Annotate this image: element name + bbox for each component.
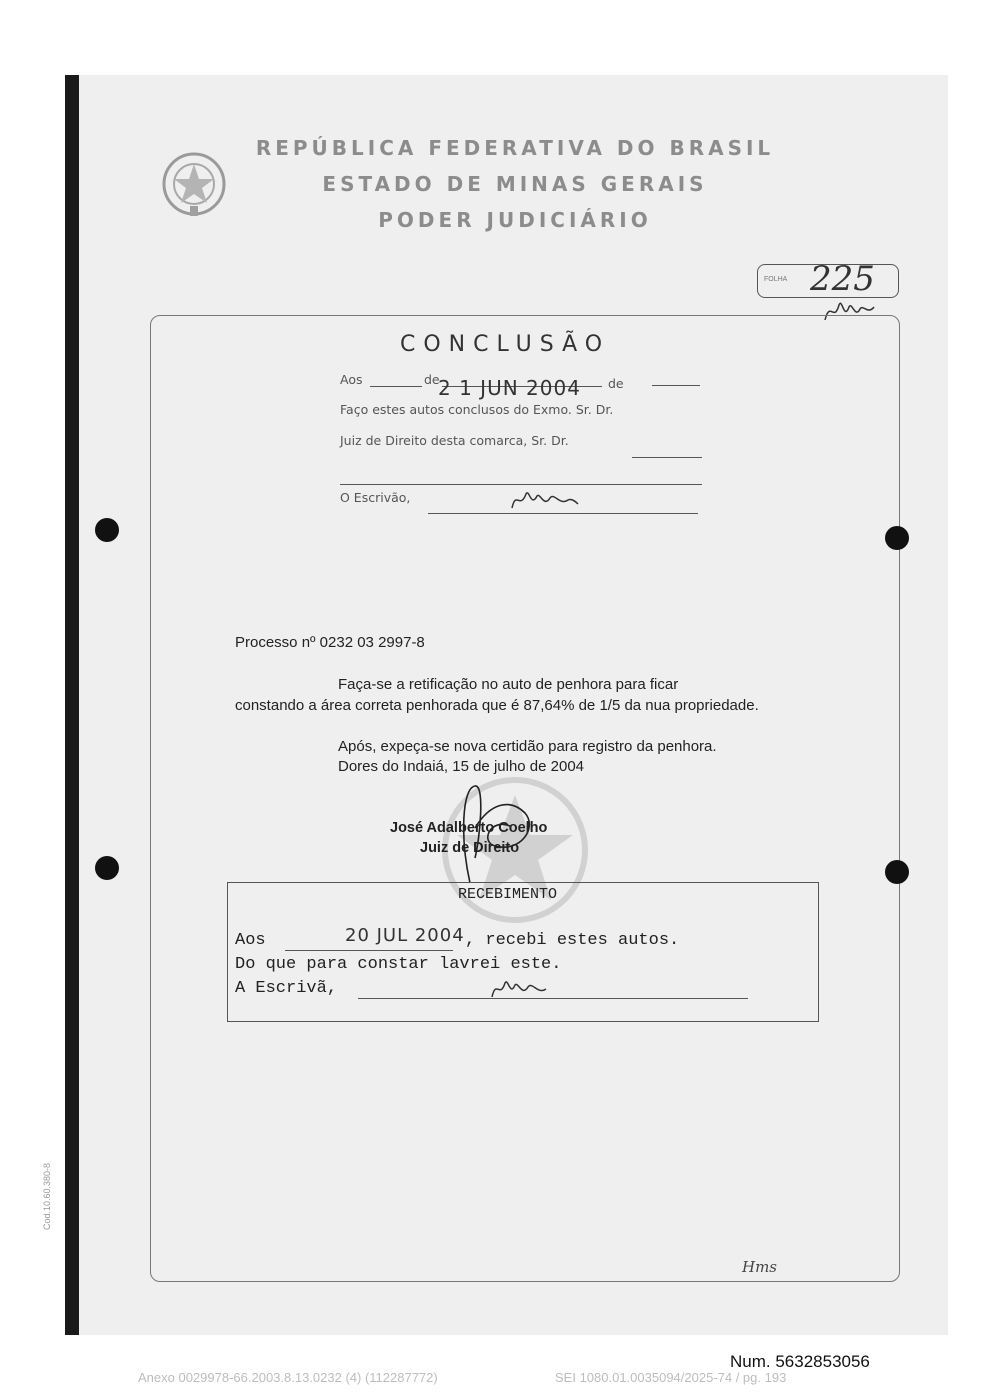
escrivao-signature <box>508 486 580 512</box>
place-and-date: Dores do Indaiá, 15 de julho de 2004 <box>338 758 585 775</box>
recebimento-signature-line <box>358 998 748 999</box>
punch-hole <box>885 526 909 550</box>
conclusao-blank-day <box>370 386 422 387</box>
punch-hole <box>885 860 909 884</box>
conclusao-title: CONCLUSÃO <box>400 332 611 357</box>
folha-number: 225 <box>810 259 875 299</box>
conclusao-date-stamp: 2 1 JUN 2004 <box>438 376 581 400</box>
despacho-paragraph-1-first: Faça-se a retificação no auto de penhora para ficar <box>338 676 679 693</box>
recebimento-title: RECEBIMENTO <box>458 886 558 903</box>
recebimento-aos: Aos <box>235 931 266 950</box>
document-number: Num. 5632853056 <box>730 1352 870 1371</box>
recebimento-date-line <box>285 950 453 951</box>
judge-name: José Adalberto Coelho <box>390 820 548 836</box>
conclusao-de-1: de <box>424 372 440 387</box>
header-line-3: PODER JUDICIÁRIO <box>378 208 652 232</box>
sei-reference: SEI 1080.01.0035094/2025-74 / pg. 193 <box>555 1370 787 1385</box>
recebimento-line-1: , recebi estes autos. <box>465 931 680 950</box>
initials: Hms <box>742 1258 778 1276</box>
judge-title: Juiz de Direito <box>420 840 520 856</box>
conclusao-blank-year <box>652 385 700 386</box>
folha-box <box>757 259 899 299</box>
escriva-signature <box>488 975 550 1001</box>
conclusao-de-2: de <box>608 376 624 391</box>
punch-hole <box>95 856 119 880</box>
folha-label: FOLHA <box>764 276 788 283</box>
despacho-paragraph-1-rest: constando a área correta penhorada que é 87,64% de 1/5 da nua propriedade. <box>235 697 759 714</box>
conclusao-blank-judge <box>632 457 702 458</box>
conclusao-escrivao-line <box>428 513 698 514</box>
recebimento-line-2: Do que para constar lavrei este. <box>235 955 562 974</box>
form-code: Cod.10.60.380-8 <box>42 1162 52 1230</box>
scan-edge <box>65 75 79 1335</box>
conclusao-aos: Aos <box>340 372 363 387</box>
conclusao-line-3: Juiz de Direito desta comarca, Sr. Dr. <box>340 433 569 448</box>
conclusao-blank-line <box>340 484 702 485</box>
conclusao-line-2: Faço estes autos conclusos do Exmo. Sr. Dr. <box>340 402 614 417</box>
recebimento-box <box>227 882 819 1022</box>
recebimento-line-3: A Escrivã, <box>235 979 338 998</box>
processo-number: Processo nº 0232 03 2997-8 <box>235 634 425 651</box>
coat-of-arms-icon <box>160 150 228 218</box>
recebimento-date-stamp: 20 JUL 2004 <box>345 925 465 946</box>
conclusao-escrivao: O Escrivão, <box>340 490 411 505</box>
punch-hole <box>95 518 119 542</box>
despacho-paragraph-2: Após, expeça-se nova certidão para registro da penhora. <box>338 738 717 755</box>
header-line-2: ESTADO DE MINAS GERAIS <box>322 172 708 196</box>
header-line-1: REPÚBLICA FEDERATIVA DO BRASIL <box>255 136 775 160</box>
annex-reference: Anexo 0029978-66.2003.8.13.0232 (4) (112287772) <box>138 1370 438 1385</box>
